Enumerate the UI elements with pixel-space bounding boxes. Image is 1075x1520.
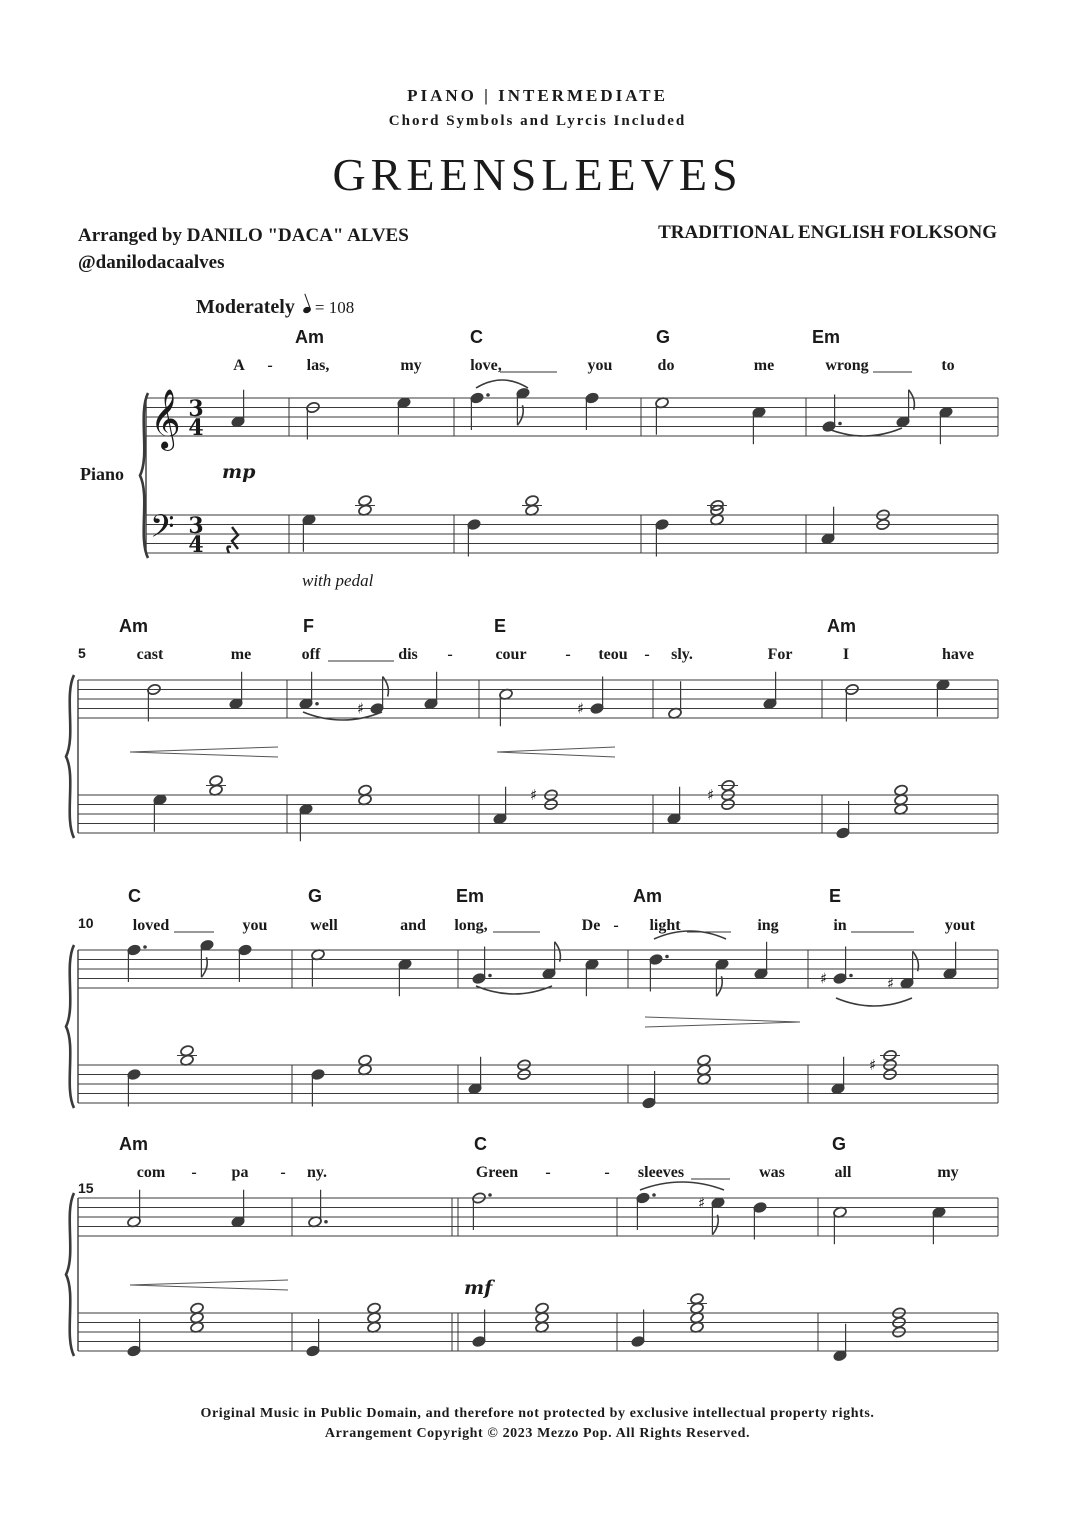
lyric-syllable: do: [657, 357, 675, 374]
lyric-syllable: sleeves: [637, 1164, 685, 1181]
dot: [315, 702, 319, 706]
dot: [486, 393, 490, 397]
lyric-syllable: For: [767, 646, 793, 663]
lyric-syllable: -: [447, 646, 453, 663]
chord-symbol: F: [303, 616, 314, 636]
lyric-syllable: was: [759, 1164, 785, 1181]
slur: [836, 998, 912, 1006]
footer-line-1: Original Music in Public Domain, and therefore not protected by exclusive intellectual property rights.: [200, 1406, 875, 1421]
lyric-syllable: -: [565, 646, 571, 663]
lyric-syllable: pa: [231, 1164, 249, 1181]
dot: [488, 974, 492, 978]
chord-symbol: G: [656, 327, 671, 347]
lyric-syllable: my: [400, 357, 422, 374]
dot: [488, 1193, 492, 1197]
time-sig-top: 3: [188, 396, 204, 422]
brace: [66, 675, 74, 838]
sharp-sign: ♯: [887, 974, 895, 993]
crescendo-hairpin: [130, 747, 278, 757]
lyric-syllable: cast: [136, 646, 164, 663]
brace: [66, 945, 74, 1108]
chord-symbol: E: [494, 616, 507, 636]
lyric-syllable: me: [753, 357, 775, 374]
lyric-syllable: dis: [398, 646, 418, 663]
eighth-flag: [555, 942, 561, 962]
time-sig-top: 3: [188, 513, 204, 539]
lyric-syllable: -: [280, 1164, 286, 1181]
chord-symbol: Am: [119, 1134, 149, 1154]
time-sig-bottom: 4: [188, 415, 204, 441]
lyric-syllable: A: [233, 357, 245, 374]
lyric-syllable: teou: [598, 646, 628, 663]
subtitle: Chord Symbols and Lyrcis Included: [388, 113, 687, 129]
slur: [826, 428, 902, 436]
measure-number: 10: [78, 915, 94, 931]
lyric-syllable: my: [937, 1164, 959, 1181]
lyric-syllable: ing: [757, 917, 779, 934]
dot: [652, 1193, 656, 1197]
lyric-syllable: you: [587, 357, 613, 374]
lyric-syllable: -: [267, 357, 273, 374]
lyric-syllable: wrong: [825, 357, 869, 374]
lyric-syllable: -: [191, 1164, 197, 1181]
lyric-syllable: com: [136, 1164, 166, 1181]
sharp-sign: ♯: [577, 699, 585, 718]
tempo-text: Moderately: [196, 296, 295, 318]
arranger: Arranged by DANILO "DACA" ALVES: [78, 225, 409, 246]
lyric-syllable: me: [230, 646, 252, 663]
composer: TRADITIONAL ENGLISH FOLKSONG: [658, 222, 997, 243]
chord-symbol: Em: [456, 886, 485, 906]
sharp-sign: ♯: [869, 1056, 877, 1074]
arranger-handle: @danilodacaalves: [78, 252, 225, 273]
lyric-syllable: to: [941, 357, 955, 374]
chord-symbol: Em: [812, 327, 841, 347]
chord-symbol: Am: [633, 886, 663, 906]
dot: [324, 1220, 328, 1224]
lyric-syllable: you: [242, 917, 268, 934]
lyric-syllable: cour: [495, 646, 527, 663]
slur: [476, 380, 528, 388]
footer: [0, 1404, 1075, 1444]
sharp-sign: ♯: [820, 969, 828, 988]
lyric-syllable: ny.: [306, 1164, 328, 1181]
lyric-syllable: De: [581, 917, 601, 934]
eighth-flag: [913, 951, 919, 971]
decrescendo-hairpin: [645, 1017, 800, 1027]
slur: [476, 986, 552, 994]
lyric-syllable: las,: [306, 357, 330, 374]
lyric-syllable: love,: [470, 357, 502, 374]
lyric-syllable: well: [310, 917, 338, 934]
lyric-syllable: have: [942, 646, 974, 663]
eighth-flag: [716, 976, 722, 996]
piece-title: GREENSLEEVES: [332, 149, 743, 200]
crescendo-hairpin: [130, 1280, 288, 1290]
brace: [66, 1193, 74, 1356]
lyric-syllable: -: [604, 1164, 610, 1181]
lyric-syllable: -: [613, 917, 619, 934]
chord-symbol: C: [474, 1134, 487, 1154]
dynamic-mp: mp: [222, 461, 256, 483]
lyric-syllable: Green: [475, 1164, 519, 1181]
slur: [303, 712, 382, 720]
lyric-syllable: sly.: [671, 646, 693, 663]
chord-symbol: C: [470, 327, 483, 347]
chord-symbol: Am: [119, 616, 149, 636]
chord-symbol: Am: [295, 327, 325, 347]
slur: [640, 1182, 724, 1190]
instrument-name: Piano: [80, 464, 125, 484]
bass-clef-icon: 𝄢: [150, 508, 175, 552]
eighth-flag: [909, 390, 915, 410]
dot: [143, 945, 147, 949]
chord-symbol: G: [832, 1134, 847, 1154]
eighth-flag: [712, 1215, 718, 1235]
crescendo-hairpin: [497, 747, 615, 757]
brace: [140, 393, 148, 558]
lyric-syllable: loved: [132, 917, 170, 934]
sharp-sign: ♯: [530, 786, 538, 804]
time-sig-bottom: 4: [188, 532, 204, 558]
dot: [849, 974, 853, 978]
sharp-sign: ♯: [707, 786, 715, 804]
lyric-syllable: light: [649, 917, 681, 934]
lyric-syllable: and: [400, 917, 426, 934]
chord-symbol: Am: [827, 616, 857, 636]
dot: [665, 955, 669, 959]
lyric-syllable: I: [842, 646, 850, 663]
dot: [838, 422, 842, 426]
lyric-syllable: off: [301, 646, 321, 663]
lyric-syllable: in: [833, 917, 847, 934]
sharp-sign: ♯: [698, 1193, 706, 1212]
chord-symbol: G: [308, 886, 323, 906]
eighth-flag: [201, 957, 207, 977]
measure-number: 5: [78, 645, 86, 661]
lyric-syllable: -: [545, 1164, 551, 1181]
tempo-bpm: = 108: [314, 298, 355, 317]
level-heading: PIANO | INTERMEDIATE: [407, 86, 668, 105]
eighth-flag: [517, 405, 523, 425]
lyric-syllable: yout: [944, 917, 976, 934]
footer-line-2: Arrangement Copyright © 2023 Mezzo Pop. All Rights Reserved.: [324, 1426, 751, 1441]
chord-symbol: E: [829, 886, 842, 906]
pedal-instruction: with pedal: [302, 571, 374, 590]
sharp-sign: ♯: [357, 699, 365, 718]
lyric-syllable: long,: [454, 917, 488, 934]
quarter-rest: [227, 527, 238, 553]
measure-number: 15: [78, 1180, 94, 1196]
treble-clef-icon: 𝄞: [150, 389, 181, 449]
lyric-syllable: all: [834, 1164, 852, 1181]
dynamic-mf: mf: [464, 1277, 493, 1299]
chord-symbol: C: [128, 886, 141, 906]
lyric-syllable: -: [644, 646, 650, 663]
